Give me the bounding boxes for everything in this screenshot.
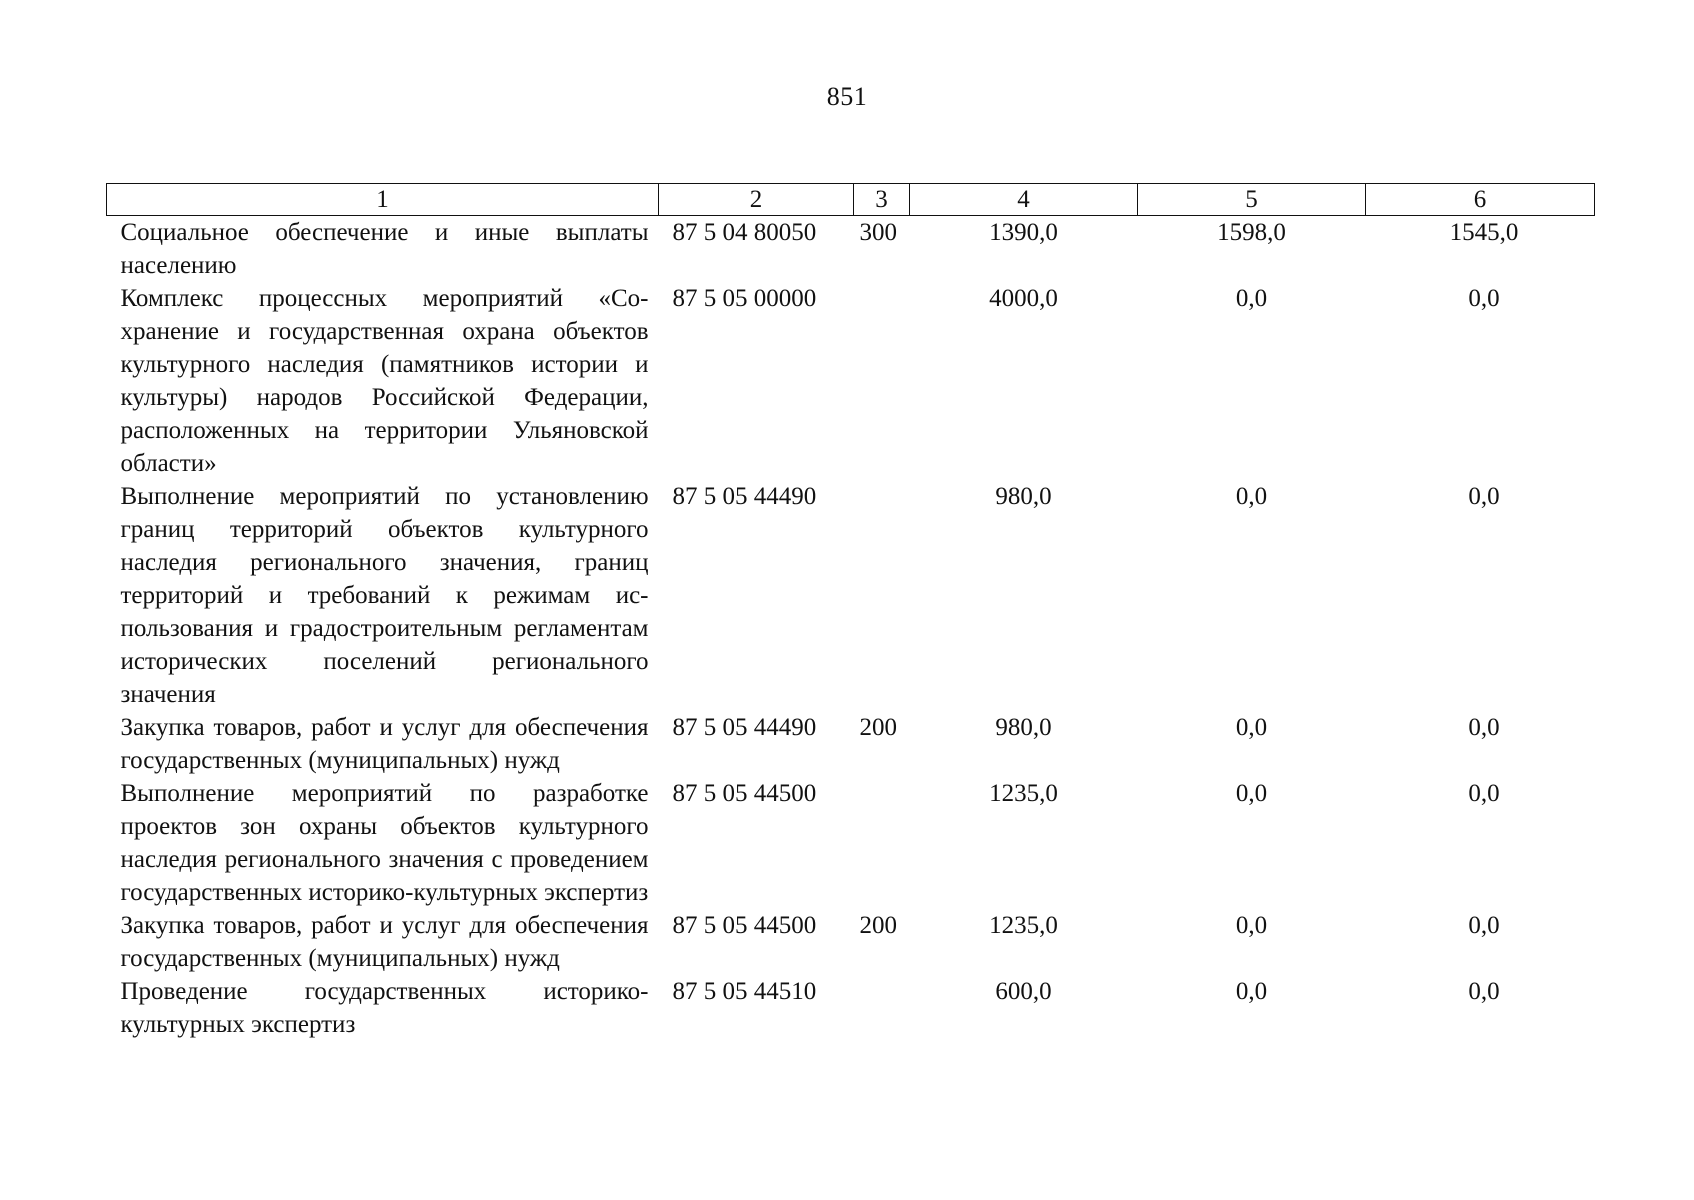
row-name: Выполнение мероприятий по разработке проектов зон охраны объектов культурного наследия регионального значения с проведением государственных историко-культурных экспертиз <box>120 780 649 906</box>
row-type <box>854 480 910 711</box>
row-col5: 1598,0 <box>1217 219 1286 246</box>
row-col5: 0,0 <box>1235 780 1268 807</box>
row-name: Закупка товаров, работ и услуг для обеспечения государственных (муниципальных) нужд <box>120 714 649 774</box>
row-col6: 0,0 <box>1468 714 1500 741</box>
table-body <box>107 216 1595 1042</box>
row-type: 200 <box>859 912 897 939</box>
table-row <box>107 480 1595 711</box>
row-code: 87 5 05 44510 <box>672 978 817 1005</box>
row-col5: 0,0 <box>1235 978 1268 1005</box>
row-col5: 0,0 <box>1235 912 1268 939</box>
table-row <box>107 777 1595 909</box>
row-code: 87 5 05 44500 <box>672 912 817 939</box>
budget-table-container <box>106 183 1594 1041</box>
row-name: Комплекс процессных мероприятий «Сохранение и государственная охрана объектов культурного наследия (памятников истории и культуры) народов Российской Федерации, расположенных на территории Ульяновской области» <box>120 285 649 477</box>
row-col5: 0,0 <box>1235 285 1268 312</box>
row-type <box>854 282 910 480</box>
row-col5: 0,0 <box>1235 714 1268 741</box>
row-code: 87 5 05 00000 <box>672 285 817 312</box>
table-row <box>107 909 1595 975</box>
row-col6: 0,0 <box>1468 285 1500 312</box>
page-number: 851 <box>826 82 868 111</box>
table-row <box>107 216 1595 283</box>
header-col-6: 6 <box>1366 184 1595 216</box>
row-col4: 1390,0 <box>989 219 1058 246</box>
row-code: 87 5 05 44500 <box>672 780 817 807</box>
table-row <box>107 282 1595 480</box>
row-col6: 0,0 <box>1468 780 1500 807</box>
row-name: Социальное обеспечение и иные выплаты населению <box>120 219 649 279</box>
table-row <box>107 711 1595 777</box>
row-col5: 0,0 <box>1235 483 1268 510</box>
row-col4: 1235,0 <box>989 912 1058 939</box>
row-type <box>854 975 910 1041</box>
row-name: Закупка товаров, работ и услуг для обеспечения государственных (муниципальных) нужд <box>120 912 649 972</box>
row-code: 87 5 04 80050 <box>672 219 817 246</box>
row-col4: 4000,0 <box>989 285 1058 312</box>
row-type <box>854 777 910 909</box>
row-name: Проведение государственных историко-культурных экспертиз <box>120 978 649 1038</box>
header-col-5: 5 <box>1138 184 1366 216</box>
row-code: 87 5 05 44490 <box>672 483 817 510</box>
header-row <box>107 184 1595 216</box>
row-type: 300 <box>859 219 897 246</box>
header-col-4: 4 <box>910 184 1138 216</box>
row-col6: 0,0 <box>1468 483 1500 510</box>
table-header <box>107 184 1595 216</box>
row-col4: 1235,0 <box>989 780 1058 807</box>
row-code: 87 5 05 44490 <box>672 714 817 741</box>
row-col4: 600,0 <box>995 978 1052 1005</box>
row-col4: 980,0 <box>995 714 1052 741</box>
header-col-3: 3 <box>854 184 910 216</box>
row-col6: 0,0 <box>1468 912 1500 939</box>
row-col6: 0,0 <box>1468 978 1500 1005</box>
row-col4: 980,0 <box>995 483 1052 510</box>
row-col6: 1545,0 <box>1449 219 1519 246</box>
header-col-1: 1 <box>107 184 659 216</box>
row-type: 200 <box>859 714 897 741</box>
table-row <box>107 975 1595 1041</box>
row-name: Выполнение мероприятий по установлению границ территорий объектов культурного наследия регионального значения, границ территорий и требований к режимам использования и градостроительным регламентам исторических поселений регионального значения <box>120 483 649 708</box>
budget-table <box>106 183 1595 1041</box>
header-col-2: 2 <box>659 184 854 216</box>
